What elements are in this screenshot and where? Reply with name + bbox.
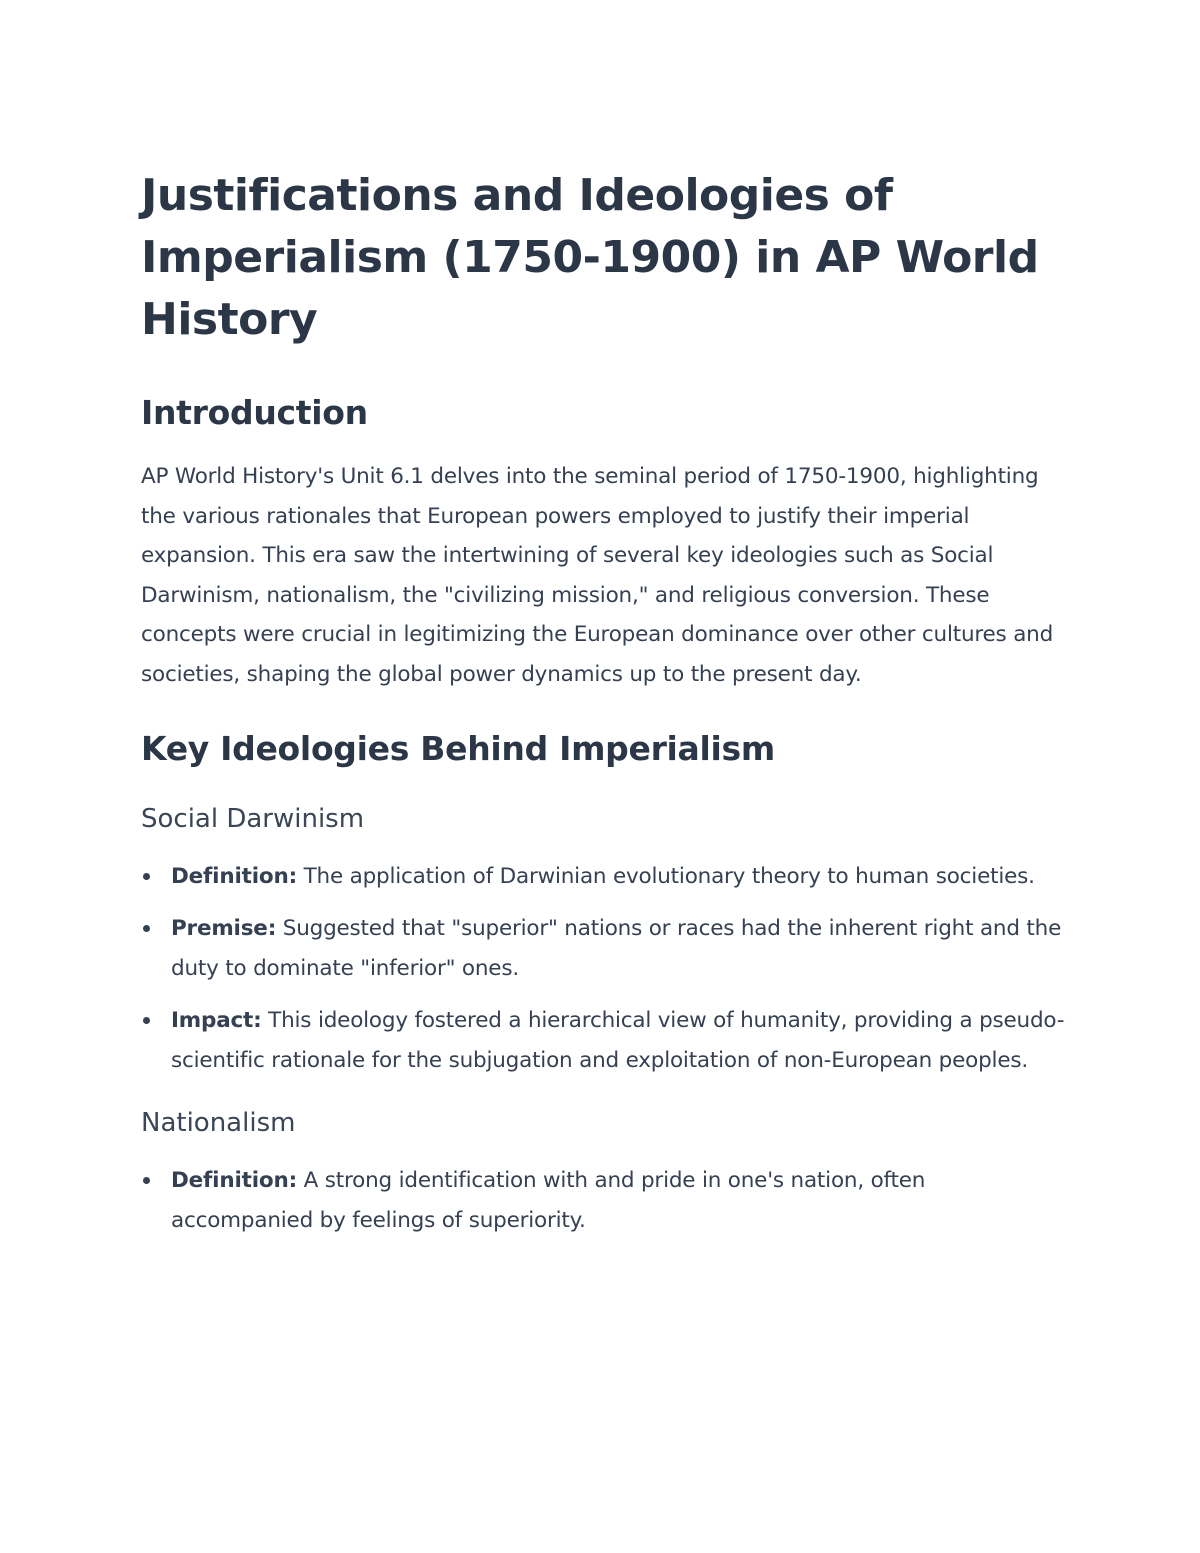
list-item-term: Impact [171, 1007, 254, 1033]
bullet-icon [143, 873, 150, 880]
list-item-text: A strong identification with and pride in one's nation, often accompanied by feelings of superiority. [171, 1167, 926, 1233]
introduction-paragraph: AP World History's Unit 6.1 delves into the seminal period of 1750-1900, highlighting the various rationales that European powers employed to justify their imperial expansion. This era saw the intertwining of several key ideologies such as Social Darwinism, nationalism, the "civilizing mission," and religious conversion. These concepts were crucial in legitimizing the European dominance over other cultures and societies, shaping the global power dynamics up to the present day. [141, 464, 1054, 687]
list-item-term: Premise [171, 915, 268, 941]
list-item: Premise: Suggested that "superior" nations or races had the inherent right and the duty to dominate "inferior" ones. [141, 909, 1071, 989]
list-item-text: The application of Darwinian evolutionary theory to human societies. [303, 863, 1035, 889]
key-ideologies-heading: Key Ideologies Behind Imperialism [141, 728, 775, 768]
social-darwinism-list [141, 857, 1071, 1081]
bullet-icon [143, 1177, 150, 1184]
list-item-text: This ideology fostered a hierarchical view of humanity, providing a pseudo-scientific rationale for the subjugation and exploitation of non-European peoples. [171, 1007, 1065, 1073]
social-darwinism-heading: Social Darwinism [141, 803, 365, 834]
list-item: Impact: This ideology fostered a hierarchical view of humanity, providing a pseudo-scientific rationale for the subjugation and exploitation of non-European peoples. [141, 1001, 1071, 1081]
nationalism-list [141, 1161, 1071, 1241]
page-title: Justifications and Ideologies of Imperialism (1750-1900) in AP World History [141, 170, 1039, 345]
nationalism-heading: Nationalism [141, 1107, 296, 1138]
list-item: Definition: The application of Darwinian evolutionary theory to human societies. [141, 857, 1071, 897]
list-item-text: Suggested that "superior" nations or races had the inherent right and the duty to dominate "inferior" ones. [171, 915, 1062, 981]
bullet-icon [143, 925, 150, 932]
bullet-icon [143, 1017, 150, 1024]
introduction-heading: Introduction [141, 393, 368, 432]
list-item: Definition: A strong identification with and pride in one's nation, often accompanied by feelings of superiority. [141, 1161, 1071, 1241]
list-item-term: Definition [171, 863, 289, 889]
document-page [141, 165, 1071, 1253]
list-item-term: Definition [171, 1167, 289, 1193]
